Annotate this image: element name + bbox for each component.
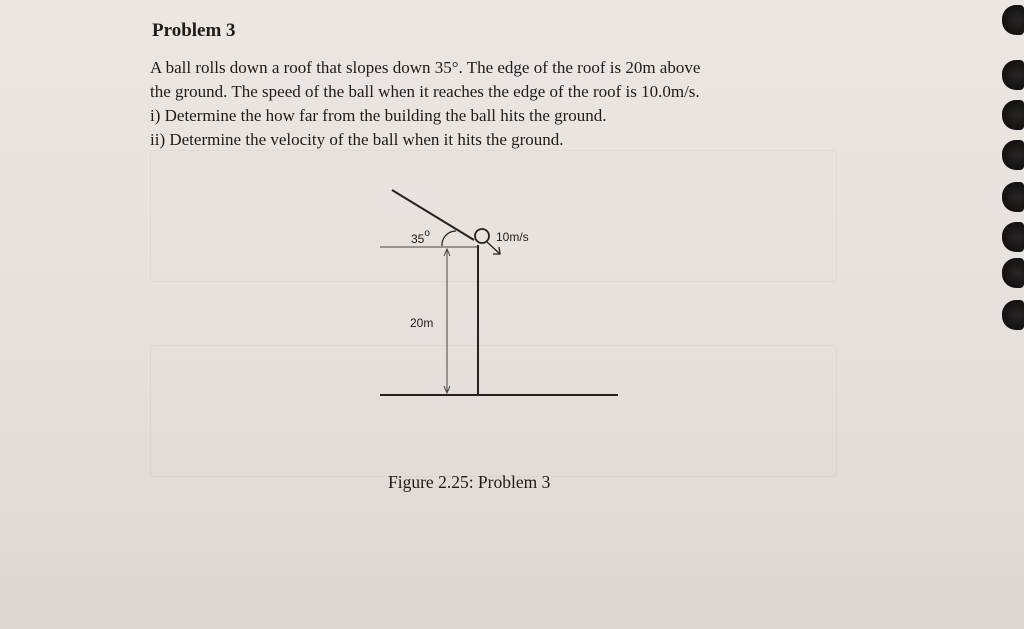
binding-ring	[1002, 5, 1024, 35]
speed-label: 10m/s	[496, 230, 529, 244]
binding-ring	[1002, 100, 1024, 130]
figure-caption: Figure 2.25: Problem 3	[388, 472, 551, 492]
problem-line: the ground. The speed of the ball when it reaches the edge of the roof is 10.0m/s.	[150, 82, 700, 101]
binding-ring	[1002, 140, 1024, 170]
roof-slope-line	[392, 190, 474, 240]
angle-label	[411, 230, 430, 246]
binding-ring	[1002, 300, 1024, 330]
angle-value: 35	[411, 232, 425, 246]
degree-mark: o	[424, 228, 430, 239]
problem-line: ii) Determine the velocity of the ball when it hits the ground.	[150, 130, 564, 149]
problem-title: Problem 3	[152, 20, 236, 41]
angle-arc	[442, 231, 456, 246]
problem-line: A ball rolls down a roof that slopes down 35°. The edge of the roof is 20m above	[150, 58, 701, 77]
problem-line: i) Determine the how far from the building the ball hits the ground.	[150, 106, 607, 125]
ball	[475, 229, 489, 243]
spiral-binding	[998, 0, 1024, 629]
binding-ring	[1002, 182, 1024, 212]
binding-ring	[1002, 222, 1024, 252]
height-label: 20m	[410, 316, 434, 330]
binding-ring	[1002, 258, 1024, 288]
binding-ring	[1002, 60, 1024, 90]
